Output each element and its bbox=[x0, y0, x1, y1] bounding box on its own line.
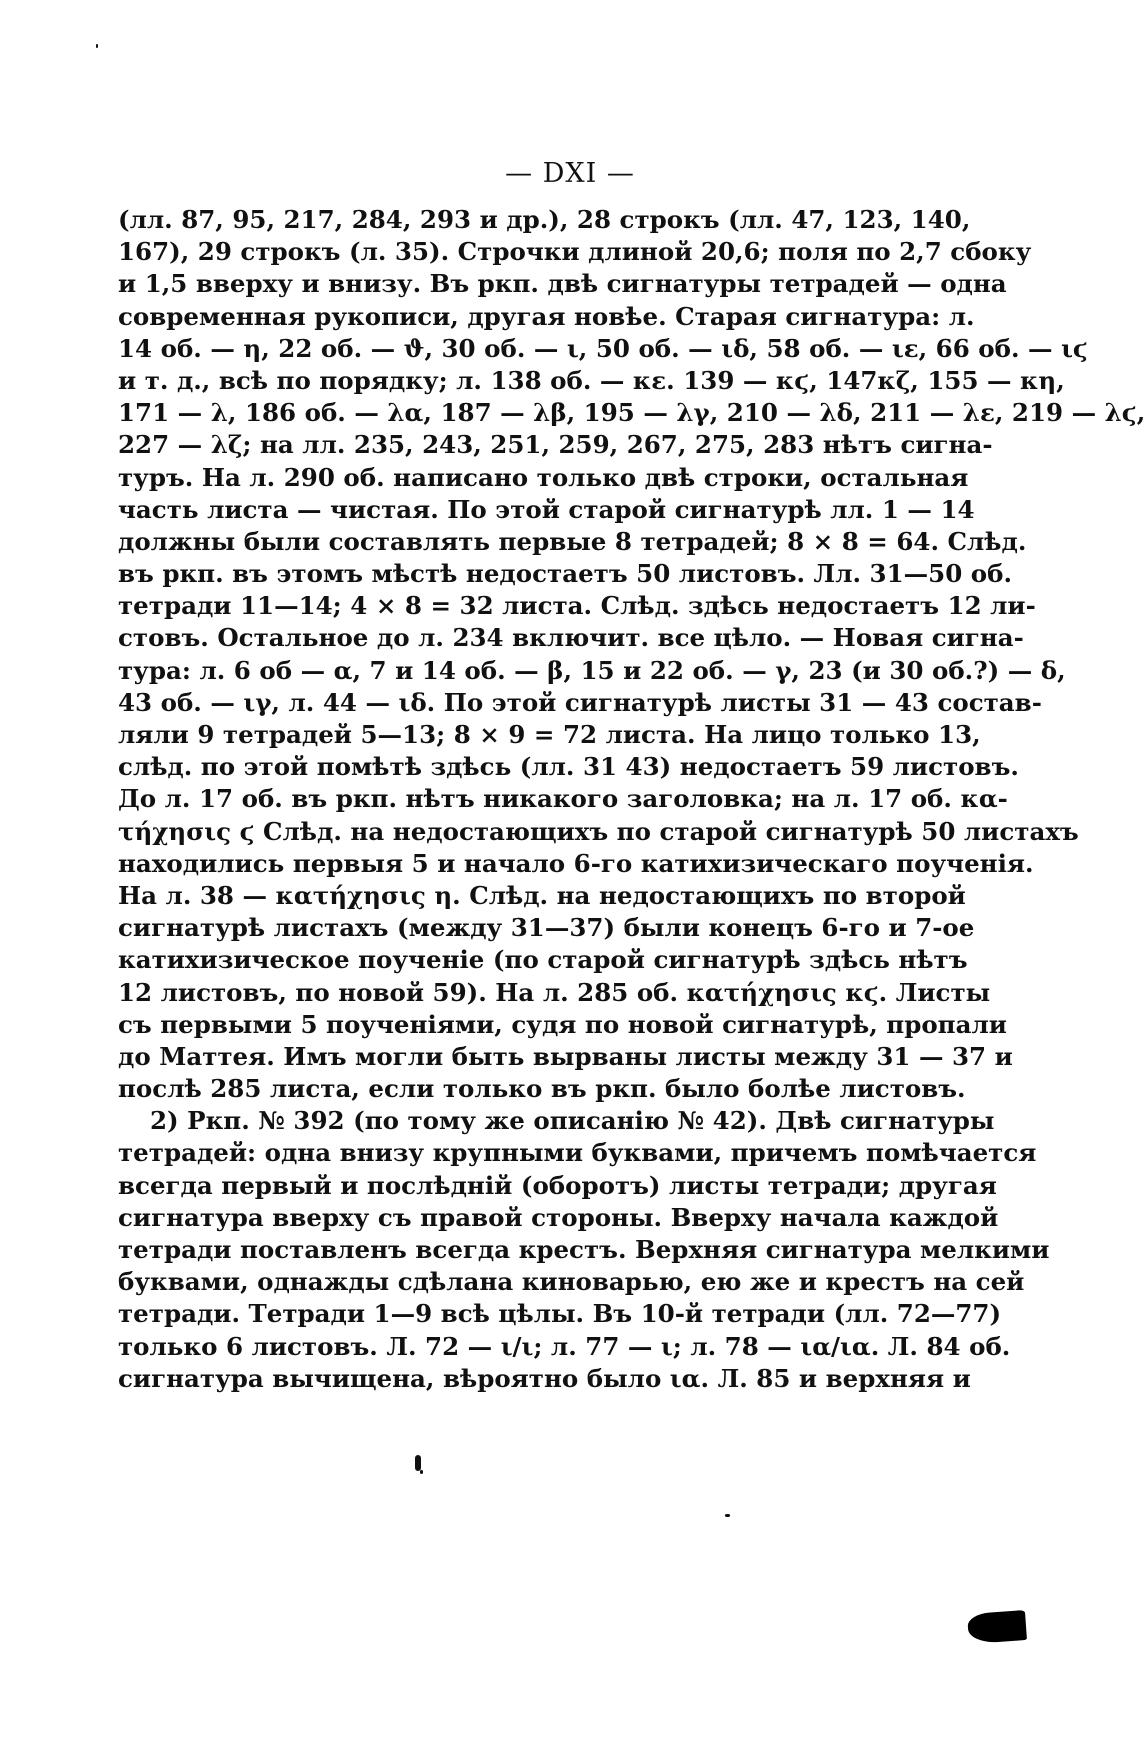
text-line: съ первыми 5 поученіями, судя по новой сигнатурѣ, пропали bbox=[118, 1009, 1007, 1039]
text-line: должны были составлять первые 8 тетрадей; 8 × 8 = 64. Слѣд. bbox=[118, 526, 1027, 556]
ink-speck bbox=[725, 1514, 730, 1517]
text-line: сигнатура вычищена, вѣроятно было ια. Л. 85 и верхняя и bbox=[118, 1363, 971, 1393]
text-line: тетрадей: одна внизу крупными буквами, причемъ помѣчается bbox=[118, 1138, 1037, 1168]
text-line: 14 об. — η, 22 об. — ϑ, 30 об. — ι, 50 об. — ιδ, 58 об. — ιε, 66 об. — ιϛ bbox=[118, 333, 1088, 363]
text-line: 43 об. — ιγ, л. 44 — ιδ. По этой сигнатурѣ листы 31 — 43 состав- bbox=[118, 687, 1042, 717]
text-line-paragraph-start: 2) Ркп. № 392 (по тому же описанію № 42). Двѣ сигнатуры bbox=[150, 1106, 995, 1136]
text-line: находились первыя 5 и начало 6-го катихизическаго поученія. bbox=[118, 848, 1034, 878]
text-line: (лл. 87, 95, 217, 284, 293 и др.), 28 строкъ (лл. 47, 123, 140, bbox=[118, 205, 971, 234]
text-line: 227 — λζ; на лл. 235, 243, 251, 259, 267, 275, 283 нѣтъ сигна- bbox=[118, 430, 993, 460]
text-line: до Маттея. Имъ могли быть вырваны листы между 31 — 37 и bbox=[118, 1041, 1013, 1071]
text-line: 171 — λ, 186 об. — λα, 187 — λβ, 195 — λγ, 210 — λδ, 211 — λε, 219 — λϛ, bbox=[118, 398, 1145, 428]
page-header-roman-numeral: — DXI — bbox=[505, 158, 635, 189]
text-line: туръ. На л. 290 об. написано только двѣ строки, остальная bbox=[118, 462, 969, 492]
text-line: стовъ. Остальное до л. 234 включит. все цѣло. — Новая сигна- bbox=[118, 623, 1024, 653]
text-line: ляли 9 тетрадей 5—13; 8 × 9 = 72 листа. На лицо только 13, bbox=[118, 720, 981, 749]
text-line: часть листа — чистая. По этой старой сигнатурѣ лл. 1 — 14 bbox=[118, 494, 975, 524]
text-line: въ ркп. въ этомъ мѣстѣ недостаетъ 50 листовъ. Лл. 31—50 об. bbox=[118, 559, 1012, 589]
text-line: буквами, однажды сдѣлана киноварью, ею же и крестъ на сей bbox=[118, 1267, 1025, 1297]
text-line: и 1,5 вверху и внизу. Въ ркп. двѣ сигнатуры тетрадей — одна bbox=[118, 269, 1007, 299]
text-line: всегда первый и послѣдній (оборотъ) листы тетради; другая bbox=[118, 1170, 997, 1200]
text-line: тетради. Тетради 1—9 всѣ цѣлы. Въ 10-й тетради (лл. 72—77) bbox=[118, 1299, 1002, 1329]
text-line: слѣд. по этой помѣтѣ здѣсь (лл. 31 43) недостаетъ 59 листовъ. bbox=[118, 752, 1019, 782]
text-line: τήχησις ϛ Слѣд. на недостающихъ по старой сигнатурѣ 50 листахъ bbox=[118, 816, 1079, 846]
text-line: сигнатура вверху съ правой стороны. Вверху начала каждой bbox=[118, 1202, 999, 1232]
text-line: сигнатурѣ листахъ (между 31—37) были конецъ 6-го и 7-ое bbox=[118, 913, 975, 943]
text-line: До л. 17 об. въ ркп. нѣтъ никакого заголовка; на л. 17 об. κα- bbox=[118, 784, 1008, 814]
text-line: 12 листовъ, по новой 59). На л. 285 об. κατήχησις κϛ. Листы bbox=[118, 977, 991, 1007]
text-line: тура: л. 6 об — α, 7 и 14 об. — β, 15 и 22 об. — γ, 23 (и 30 об.?) — δ, bbox=[118, 655, 1066, 685]
text-line: катихизическое поученіе (по старой сигнатурѣ здѣсь нѣтъ bbox=[118, 945, 968, 975]
text-line: 167), 29 строкъ (л. 35). Строчки длиной 20,6; поля по 2,7 сбоку bbox=[118, 237, 1032, 267]
text-line-paragraph-end: послѣ 285 листа, если только въ ркп. было болѣе листовъ. bbox=[118, 1074, 966, 1104]
text-line: тетради поставленъ всегда крестъ. Верхняя сигнатура мелкими bbox=[118, 1235, 1050, 1264]
text-line: только 6 листовъ. Л. 72 — ι/ι; л. 77 — ι; л. 78 — ια/ια. Л. 84 об. bbox=[118, 1331, 1011, 1361]
ink-speck bbox=[420, 1470, 423, 1474]
text-line: и т. д., всѣ по порядку; л. 138 об. — κε. 139 — κϛ, 147κζ, 155 — κη, bbox=[118, 365, 1065, 395]
text-line: тетради 11—14; 4 × 8 = 32 листа. Слѣд. здѣсь недостаетъ 12 ли- bbox=[118, 591, 1036, 621]
ink-blot bbox=[967, 1610, 1027, 1644]
ink-speck bbox=[96, 44, 98, 48]
body-text bbox=[118, 204, 1145, 1395]
ink-speck bbox=[415, 1455, 421, 1471]
text-line: современная рукописи, другая новѣе. Старая сигнатура: л. bbox=[118, 301, 975, 331]
text-line: На л. 38 — κατήχησις η. Слѣд. на недостающихъ по второй bbox=[118, 880, 966, 910]
